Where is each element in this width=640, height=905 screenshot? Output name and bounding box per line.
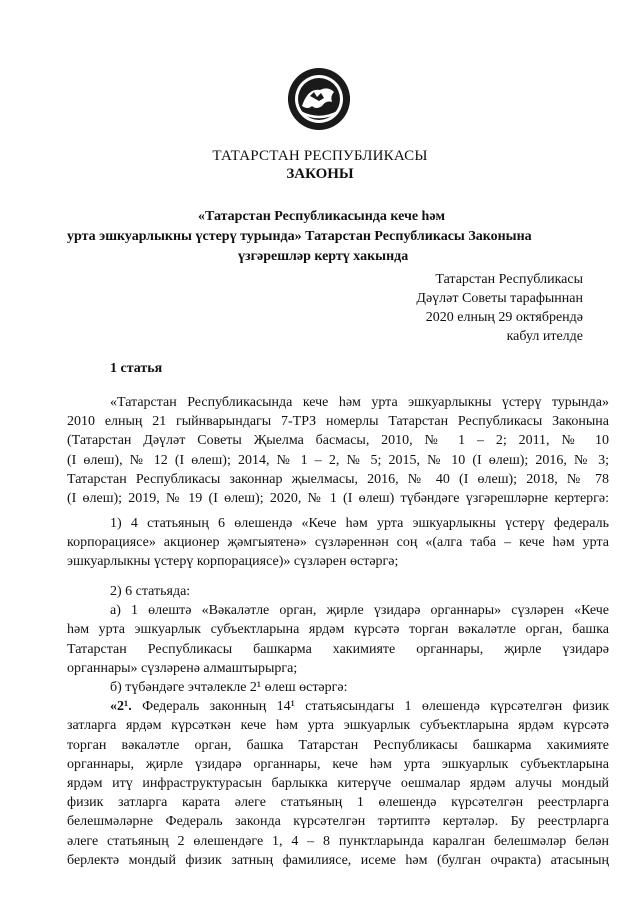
law-title-line-3: үзгәрешләр кертү хакында <box>238 249 409 264</box>
adoption-line: Татарстан Республикасы <box>435 272 583 287</box>
text-line: эшкуарлыкны үстерү корпорациясе)» сүзләрен өстәргә; <box>67 554 399 570</box>
text-line: (I өлеш); 2019, № 19 (I өлеш); 2020, № 1 (I өлеш) түбәндәге үзгәрешләрне кертергә: <box>67 491 609 507</box>
text-line: «Татарстан Республикасында кече һәм урта эшкуарлыкны үстерү турында» <box>110 395 609 410</box>
republic-name: ТАТАРСТАН РЕСПУБЛИКАСЫ <box>212 148 428 164</box>
text-line: затларга ярдәм күрсәткән кече һәм урта эшкуарлык субъектларына ярдәм күрсәтә <box>67 718 609 734</box>
text-line: берлектә мондый физик затның фамилиясе, исеме һәм (булган очракта) атасының <box>67 852 609 868</box>
text-line <box>67 697 609 716</box>
text-line: корпорациясе» акционер җәмгыятенә» сүзләреннән соң «(алга таба – кече һәм урта <box>67 535 609 551</box>
item-2-paragraph <box>67 582 609 870</box>
text-line: органнары, җирле үзидарә органнары, кече һәм урта эшкуарлык субъектларына <box>67 756 609 772</box>
text-line: Татарстан Республикасы законнар җыелмасы, 2016, № 40 (I өлеш); 2018, № 78 <box>67 471 609 487</box>
text-line: 1) 4 статьяның 6 өлешендә «Кече һәм урта эшкуарлыкны үстерү федераль <box>110 516 609 531</box>
law-heading: ЗАКОНЫ <box>286 166 354 182</box>
article-heading: 1 статья <box>110 361 163 376</box>
text-line: а) 1 өлештә «Вәкаләтле орган, җирле үзидарә органнары» сүзләрен «Кече <box>110 603 609 619</box>
text-line: (Татарстан Дәүләт Советы Җыелма басмасы, 2010, № 1 – 2; 2011, № 10 <box>67 433 609 449</box>
quote-number: «2¹. <box>110 699 132 715</box>
law-title-line-2: урта эшкуарлыкны үстерү турында» Татарстан Республикасы Законына <box>67 229 532 244</box>
quote-first-line: Федераль законның 14¹ статьясындагы 1 өлешендә күрсәтелгән физик <box>131 699 609 715</box>
text-line: (I өлеш), № 12 (I өлеш); 2014, № 1 – 2, № 5; 2015, № 10 (I өлеш); 2016, № 3; <box>67 452 609 468</box>
text-line: әлеге статьяның 2 өлешендәге 1, 4 – 8 пунктларында каралган белешмәләр белән <box>67 833 609 849</box>
item-1-paragraph <box>67 514 609 572</box>
text-line: белешмәләрне Федераль законда күрсәтелгән тәртиптә кертәләр. Бу реестрларга <box>67 814 609 830</box>
text-line: ярдәм итү инфраструктурасын барлыкка китерүче оешмалар ярдәм алучы мондый <box>67 776 609 792</box>
text-line: 2010 елның 21 гыйнварындагы 7-ТРЗ номерлы Татарстан Республикасы Законына <box>67 414 609 430</box>
text-line: Татарстан Республикасы башкарма хакимияте органнары, җирле үзидарә <box>67 641 609 657</box>
adoption-line: 2020 елның 29 октябрендә <box>425 310 583 325</box>
text-line: һәм урта эшкуарлык субъектларына ярдәм күрсәтә торган вәкаләтле орган, башка <box>67 622 609 638</box>
text-line: органнары» сүзләренә алмаштырырга; <box>67 660 298 676</box>
text-line: торган вәкаләтле орган, башка Татарстан Республикасы башкарма хакимияте <box>67 737 609 753</box>
adoption-line: Дәүләт Советы тарафыннан <box>416 291 583 306</box>
text-line: 2) 6 статьяда: <box>110 584 191 599</box>
text-line: физик затларга карата әлеге статьяның 1 өлешендә күрсәтелгән реестрларга <box>67 795 609 811</box>
adoption-line: кабул ителде <box>506 329 583 344</box>
tatarstan-emblem <box>286 66 352 132</box>
text-line: б) түбәндәге эчтәлекле 2¹ өлеш өстәргә: <box>110 680 348 696</box>
adoption-block <box>416 270 583 346</box>
intro-paragraph <box>67 393 609 508</box>
law-title-line-1: «Татарстан Республикасында кече һәм <box>198 209 446 224</box>
